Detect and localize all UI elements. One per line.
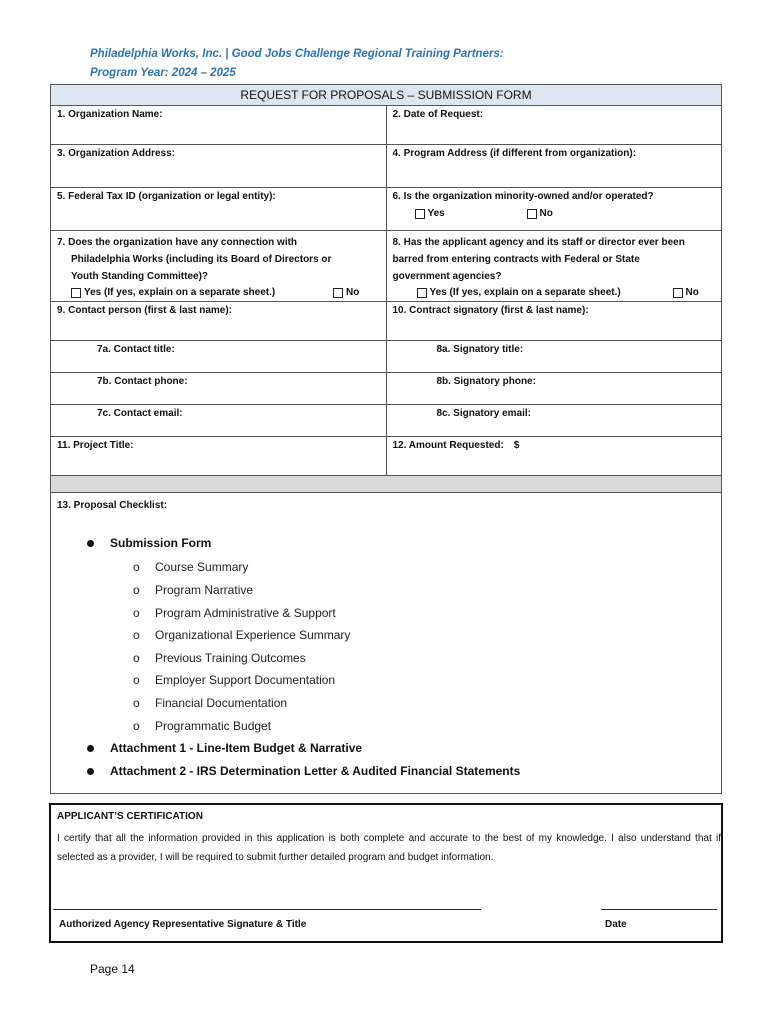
applicant-certification-box bbox=[49, 803, 723, 943]
contact-person-label: 9. Contact person (first & last name): bbox=[57, 305, 233, 316]
signatory-email-label: 8c. Signatory email: bbox=[436, 408, 531, 419]
connection-question-line2: Philadelphia Works (including its Board of Directors or bbox=[71, 254, 332, 265]
contract-signatory-field[interactable] bbox=[386, 302, 722, 341]
checklist-bullet-attachment-1 bbox=[87, 741, 362, 755]
sub-bullet-icon: o bbox=[133, 673, 140, 687]
amount-requested-field[interactable] bbox=[386, 437, 722, 476]
yes-label: Yes bbox=[427, 208, 445, 219]
contact-title-field[interactable] bbox=[51, 341, 387, 373]
checkbox-icon[interactable] bbox=[333, 288, 343, 298]
header-program-year: Program Year: 2024 – 2025 bbox=[90, 67, 236, 79]
federal-tax-id-field[interactable] bbox=[51, 188, 387, 231]
organization-address-label: 3. Organization Address: bbox=[57, 148, 175, 159]
no-label: No bbox=[346, 287, 360, 298]
no-label: No bbox=[685, 287, 699, 298]
certification-title: APPLICANT’S CERTIFICATION bbox=[57, 811, 203, 822]
signatory-title-label: 8a. Signatory title: bbox=[436, 344, 524, 355]
contact-person-field[interactable] bbox=[51, 302, 387, 341]
sub-bullet-icon: o bbox=[133, 696, 140, 710]
connection-no-option[interactable] bbox=[333, 287, 359, 298]
sub-bullet-icon: o bbox=[133, 606, 140, 620]
minority-owned-yes-option[interactable] bbox=[415, 208, 527, 219]
checklist-subitem bbox=[133, 696, 287, 710]
sub-bullet-icon: o bbox=[133, 583, 140, 597]
no-label: No bbox=[539, 208, 553, 219]
sub-bullet-icon: o bbox=[133, 651, 140, 665]
signature-line[interactable] bbox=[53, 909, 481, 910]
minority-owned-label: 6. Is the organization minority-owned and/or operated? bbox=[392, 191, 654, 202]
checklist-bullet-submission-form bbox=[87, 536, 211, 550]
checkbox-icon[interactable] bbox=[527, 209, 537, 219]
bullet-icon bbox=[87, 540, 94, 547]
bullet-icon bbox=[87, 768, 94, 775]
checklist-item-label: Course Summary bbox=[155, 560, 249, 574]
minority-owned-no-option[interactable] bbox=[527, 208, 553, 219]
attachment-2-label: Attachment 2 - IRS Determination Letter & Audited Financial Statements bbox=[110, 764, 521, 778]
checklist-item-label: Employer Support Documentation bbox=[155, 673, 336, 687]
signatory-email-field[interactable] bbox=[386, 405, 722, 437]
connection-question-line1: 7. Does the organization have any connection with bbox=[57, 237, 298, 248]
minority-owned-cell bbox=[386, 188, 722, 231]
contact-phone-field[interactable] bbox=[51, 373, 387, 405]
project-title-field[interactable] bbox=[51, 437, 387, 476]
signature-label: Authorized Agency Representative Signature & Title bbox=[59, 919, 307, 930]
federal-tax-id-label: 5. Federal Tax ID (organization or legal entity): bbox=[57, 191, 276, 202]
organization-address-field[interactable] bbox=[51, 145, 387, 188]
checklist-item-label: Organizational Experience Summary bbox=[155, 628, 351, 642]
connection-question-cell bbox=[51, 231, 387, 302]
date-label: Date bbox=[605, 919, 627, 930]
checklist-subitem bbox=[133, 719, 271, 733]
proposal-checklist-title: 13. Proposal Checklist: bbox=[57, 500, 168, 511]
checklist-subitem bbox=[133, 583, 253, 597]
organization-name-field[interactable] bbox=[51, 106, 387, 145]
program-address-field[interactable] bbox=[386, 145, 722, 188]
bullet-icon bbox=[87, 745, 94, 752]
checklist-bullet-attachment-2 bbox=[87, 764, 520, 778]
contact-email-label: 7c. Contact email: bbox=[97, 408, 183, 419]
checklist-subitem bbox=[133, 628, 350, 642]
checkbox-icon[interactable] bbox=[417, 288, 427, 298]
contract-signatory-label: 10. Contract signatory (first & last name): bbox=[392, 305, 589, 316]
contact-email-field[interactable] bbox=[51, 405, 387, 437]
checkbox-icon[interactable] bbox=[673, 288, 683, 298]
submission-form-table bbox=[50, 84, 722, 794]
connection-question-line3: Youth Standing Committee)? bbox=[71, 271, 209, 282]
organization-name-label: 1. Organization Name: bbox=[57, 109, 163, 120]
yes-explain-label: Yes (If yes, explain on a separate sheet.) bbox=[84, 287, 276, 298]
sub-bullet-icon: o bbox=[133, 719, 140, 733]
date-line[interactable] bbox=[601, 909, 717, 910]
header-organization-line: Philadelphia Works, Inc. | Good Jobs Challenge Regional Training Partners: bbox=[90, 48, 504, 60]
checklist-item-label: Programmatic Budget bbox=[155, 719, 272, 733]
checklist-item-label: Financial Documentation bbox=[155, 696, 288, 710]
barred-question-line1: 8. Has the applicant agency and its staff or director ever been bbox=[392, 237, 685, 248]
checklist-subitem bbox=[133, 673, 335, 687]
date-of-request-label: 2. Date of Request: bbox=[392, 109, 484, 120]
amount-requested-label: 12. Amount Requested: bbox=[392, 440, 504, 451]
currency-symbol: $ bbox=[513, 440, 520, 451]
signatory-title-field[interactable] bbox=[386, 341, 722, 373]
certification-text: I certify that all the information provided in this application is both complete and accurate to the best of my knowledge. I also understand that if selected as a provider, I will be required to submit further detailed program and budget information. bbox=[57, 833, 721, 863]
checklist-item-label: Previous Training Outcomes bbox=[155, 651, 306, 665]
signatory-phone-label: 8b. Signatory phone: bbox=[436, 376, 536, 387]
checkbox-icon[interactable] bbox=[71, 288, 81, 298]
barred-question-cell bbox=[386, 231, 722, 302]
contact-phone-label: 7b. Contact phone: bbox=[97, 376, 188, 387]
barred-no-option[interactable] bbox=[673, 287, 699, 298]
sub-bullet-icon: o bbox=[133, 628, 140, 642]
program-address-label: 4. Program Address (if different from organization): bbox=[392, 148, 637, 159]
checklist-item-label: Program Narrative bbox=[155, 583, 254, 597]
page-number: Page 14 bbox=[90, 962, 135, 976]
checklist-subitem bbox=[133, 606, 336, 620]
checklist-subitem bbox=[133, 651, 306, 665]
date-of-request-field[interactable] bbox=[386, 106, 722, 145]
barred-question-line2: barred from entering contracts with Federal or State bbox=[392, 254, 640, 265]
form-title: REQUEST FOR PROPOSALS – SUBMISSION FORM bbox=[51, 85, 722, 106]
yes-explain-label: Yes (If yes, explain on a separate sheet.) bbox=[429, 287, 621, 298]
connection-yes-option[interactable] bbox=[71, 287, 333, 298]
proposal-checklist-cell bbox=[51, 493, 722, 794]
section-divider bbox=[51, 476, 722, 493]
contact-title-label: 7a. Contact title: bbox=[97, 344, 175, 355]
checkbox-icon[interactable] bbox=[415, 209, 425, 219]
checklist-subitem bbox=[133, 560, 248, 574]
project-title-label: 11. Project Title: bbox=[57, 440, 134, 451]
sub-bullet-icon: o bbox=[133, 560, 140, 574]
checklist-item-label: Program Administrative & Support bbox=[155, 606, 336, 620]
barred-yes-option[interactable] bbox=[417, 287, 673, 298]
signatory-phone-field[interactable] bbox=[386, 373, 722, 405]
barred-question-line3: government agencies? bbox=[392, 271, 502, 282]
attachment-1-label: Attachment 1 - Line-Item Budget & Narrative bbox=[110, 741, 363, 755]
submission-form-label: Submission Form bbox=[110, 536, 212, 550]
